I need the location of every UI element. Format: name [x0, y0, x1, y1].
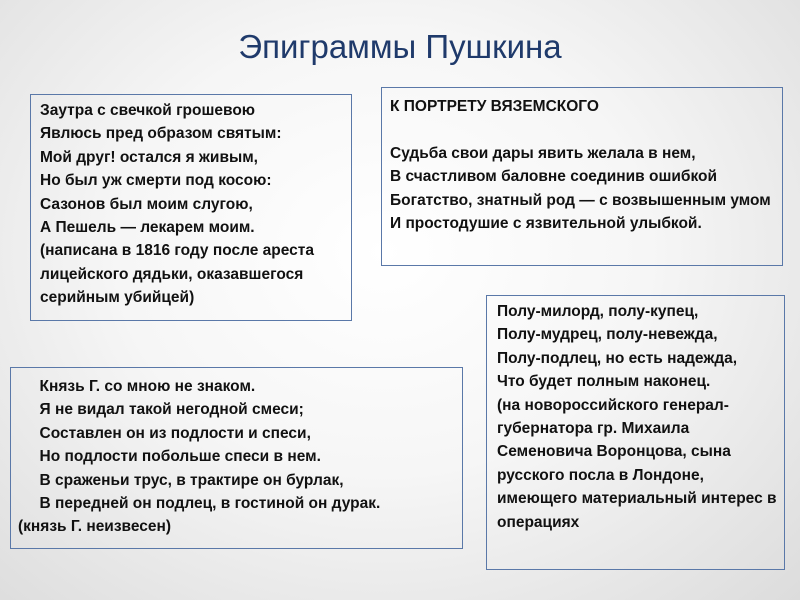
epigram-text-vyazemsky: Судьба свои дары явить желала в нем, В счастливом баловне соединив ошибкой Богатство, знатный род — с возвышенным умом И простодушие с язвительной улыбкой. [390, 144, 771, 233]
epigram-vyazemsky [390, 95, 785, 235]
slide-title: Эпиграммы Пушкина [238, 28, 562, 65]
epigram-text-sazonov: Заутра с свечкой грошевою Явлюсь пред образом святым: Мой друг! остался я живым, Но был уж смерти под косою: Сазонов был моим слугою, А Пешель — лекарем моим. (написана в 1816 году после ареста лицейского дядьки, оказавшегося серийным убийцей) [40, 102, 314, 307]
epigram-text-prince-g: Князь Г. со мною не знаком. Я не видал такой негодной смеси; Составлен он из подлости и спеси, Но подлости побольше спеси в нем. В сраженьи трус, в трактире он бурлак, В передней он подлец, в гостиной он дурак. (князь Г. неизвесен) [18, 378, 381, 536]
epigram-text-vorontsov: Полу-милорд, полу-купец, Полу-мудрец, полу-невежда, Полу-подлец, но есть надежда, Что будет полным наконец. (на новороссийского генерал-губернатора гр. Михаила Семеновича Воронцова, сына русского посла в Лондоне, имеющего материальный интерес в операциях [497, 303, 777, 531]
epigram-heading-vyazemsky: К ПОРТРЕТУ ВЯЗЕМСКОГО [390, 98, 599, 115]
